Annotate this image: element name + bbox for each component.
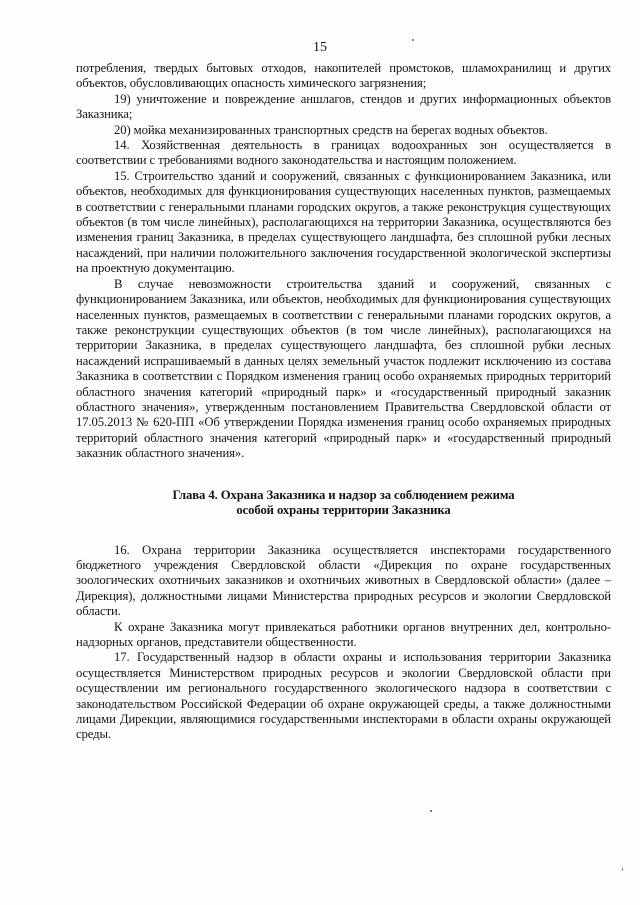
scan-speck bbox=[430, 810, 432, 812]
paragraph-14: 14. Хозяйственная деятельность в границах водоохранных зон осуществляется в соответствии с требованиями водного законодательства и настоящим положением. bbox=[76, 138, 611, 168]
paragraph-15: 15. Строительство зданий и сооружений, связанных с функционированием Заказника, или объектов, необходимых для функционирования существующих населенных пунктов, размещаемых в соответствии с генеральными планами городских округов, а также реконструкция существующих объектов (в том числе линейных), располагающихся на территории Заказника, осуществляются без изменения границ Заказника, в пределах существующего ландшафта, без сплошной рубки лесных насаждений, при наличии положительного заключения государственной экологической экспертизы на проектную документацию. bbox=[76, 168, 611, 276]
paragraph-impossibility-case: В случае невозможности строительства зданий и сооружений, связанных с функционированием Заказника, или объектов, необходимых для функционирования существующих населенных пунктов, размещаемых в соответствии с генеральными планами городских округов, а также реконструкции существующих объектов (в том числе линейных), располагающихся на территории Заказника, в пределах существующего ландшафта, без сплошной рубки лесных насаждений испрашиваемый в данных целях земельный участок подлежит исключению из состава Заказника в соответствии с Порядком изменения границ особо охраняемых природных территорий областного значения категорий «природный парк» и «государственный природный заказник областного значения», утвержденным постановлением Правительства Свердловской области от 17.05.2013 № 620-ПП «Об утверждении Порядка изменения границ особо охраняемых природных территорий областного значения категорий «природный парк» и «государственный природный заказник областного значения». bbox=[76, 276, 611, 461]
paragraph-involvement: К охране Заказника могут привлекаться работники органов внутренних дел, контрольно-надзорных органов, представители общественности. bbox=[76, 619, 611, 649]
paragraph-17: 17. Государственный надзор в области охраны и использования территории Заказника осуществляется Министерством природных ресурсов и экологии Свердловской области при осуществлении им регионального государственного экологического надзора в соответствии с законодательством Российской Федерации об охране окружающей среды, а также должностными лицами Дирекции, являющимися государственными инспекторами в области охраны окружающей среды. bbox=[76, 650, 611, 742]
paragraph-item-20: 20) мойка механизированных транспортных средств на берегах водных объектов. bbox=[114, 122, 548, 137]
page-number: 15 bbox=[313, 40, 327, 55]
chapter-heading-line-1: Глава 4. Охрана Заказника и надзор за соблюдением режима bbox=[172, 487, 515, 502]
paragraph-continuation: потребления, твердых бытовых отходов, накопителей промстоков, шламохранилищ и других объектов, обусловливающих опасность химического загрязнения; bbox=[76, 61, 611, 91]
paragraph-item-19: 19) уничтожение и повреждение аншлагов, стендов и других информационных объектов Заказника; bbox=[76, 91, 611, 122]
document-body bbox=[76, 61, 611, 743]
scan-speck bbox=[622, 868, 623, 871]
chapter-heading-line-2: особой охраны территории Заказника bbox=[236, 503, 451, 518]
scan-speck bbox=[412, 39, 414, 41]
paragraph-16: 16. Охрана территории Заказника осуществляется инспекторами государственного бюджетного учреждения Свердловской области «Дирекция по охране государственных зоологических охотничьих заказников и охотничьих животных в Свердловской области» (далее – Дирекция), должностными лицами Министерства природных ресурсов и экологии Свердловской области. bbox=[76, 542, 611, 619]
chapter-heading bbox=[76, 488, 611, 519]
